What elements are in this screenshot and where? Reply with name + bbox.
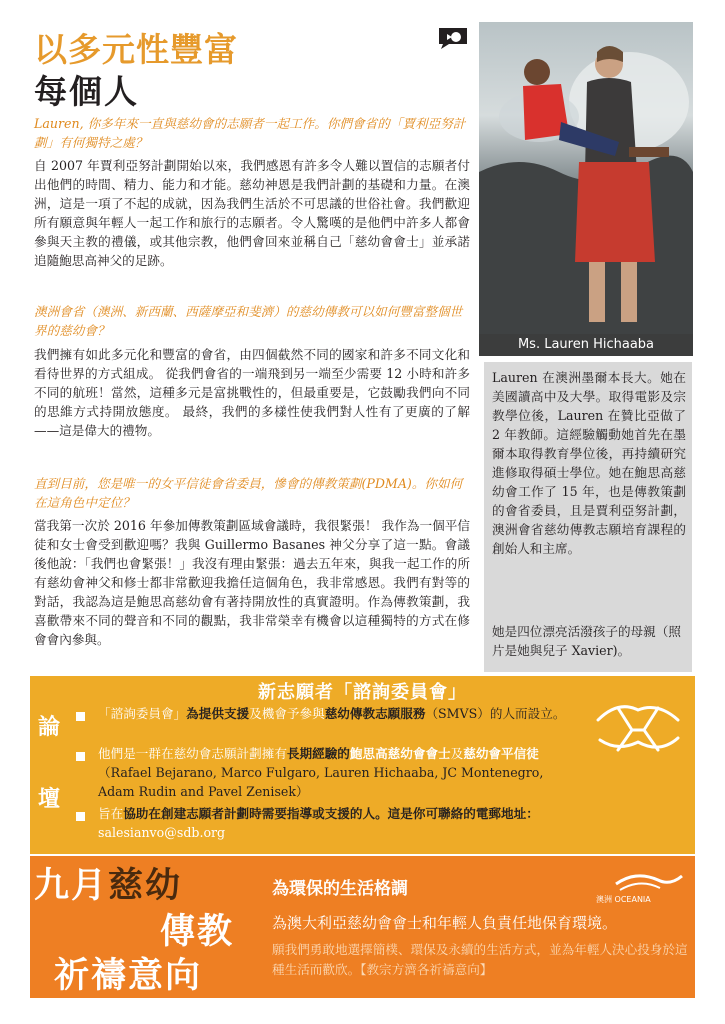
prayer-sub-text: 願我們勇敢地選擇簡樸、環保及永續的生活方式，並為年輕人決心投身於這種生活而歡欣。【教宗方濟各祈禱意向】	[272, 942, 688, 977]
page-title-line1: 以多元性豐富	[34, 30, 238, 69]
bullet-3	[76, 812, 85, 821]
answer-3: 當我第一次於 2016 年參加傳教策劃區域會議時，我很緊張！ 我作為一個平信徒和女士會受到歡迎嗎？我與 Guillermo Basanes 神父分享了這一點。會議後他說：「我們也會緊張！」我沒有理由緊張：過去五年來，與我一起工作的所有慈幼會神父和修士都非常歡迎我擔任這個角色，我非常感恩。我們有對等的對話，我認為這是鮑思高慈幼會有著持開放性的真實證明。作為傳教策劃，我喜歡帶來不同的聲音和不同的觀點，我非常榮幸有機會以這種獨特的方式在修會會內參與。	[34, 518, 470, 647]
question-3: 直到目前，您是唯一的女平信徒會省委員，慘會的傳教策劃(PDMA)。你如何在這角色中定位？	[34, 476, 463, 510]
question-2: 澳洲會省（澳洲、新西蘭、西薩摩亞和斐濟）的慈幼傳教可以如何豐富整個世界的慈幼會？	[34, 304, 463, 338]
speech-bubble-icon	[437, 26, 469, 50]
prayer-main-text: 為澳大利亞慈幼會會士和年輕人負責任地保育環境。	[272, 914, 618, 932]
prayer-side-line2: 傳教	[160, 912, 235, 952]
bio-paragraph-1: Lauren 在澳洲墨爾本長大。她在美國讀高中及大學。取得電影及宗教學位後，Lauren 在贊比亞做了 2 年教師。這經驗觸動她首先在墨爾本取得教育學位後，再持續研究進修取得碩士學位。她在鮑思高慈幼會工作了 15 年，也是傳教策劃的會省委員，且是賈利亞努計劃，澳洲會省慈幼傳教志願培育課程的創始人和主席。	[492, 370, 686, 556]
portrait-photo	[479, 22, 693, 356]
forum-item-1: 「諮詢委員會」為提供支援及機會予參與慈幼傳教志願服務（SMVS）的人而設立。	[98, 706, 566, 721]
forum-item-2: 他們是一群在慈幼會志願計劃擁有長期經驗的鮑思高慈幼會會士及慈幼會平信徒（Rafael Bejarano, Marco Fulgaro, Lauren Hichaaba, JC Montenegro, Adam Rudin and Pavel Zenisek）	[98, 746, 544, 799]
page-title-line2: 每個人	[34, 72, 139, 111]
prayer-side-line3: 祈禱意向	[54, 956, 203, 996]
contact-email[interactable]: salesianvo@sdb.org	[98, 825, 226, 840]
forum-title: 新志願者「諮詢委員會」	[258, 682, 467, 703]
prayer-heading: 為環保的生活格調	[272, 879, 408, 899]
prayer-side-line1: 九月慈幼	[34, 866, 183, 906]
bullet-2	[76, 752, 85, 761]
forum-side-top: 論	[38, 715, 61, 740]
joined-hands-icon	[588, 690, 688, 770]
answer-1: 自 2007 年賈利亞努計劃開始以來，我們感恩有許多令人難以置信的志願者付出他們的時間、精力、能力和才能。慈幼神恩是我們計劃的基礎和力量。在澳洲，這是一項了不起的成就，因為我們生活於不可思議的世俗社會。我們歡迎所有願意與年輕人一起工作和旅行的志願者。令人驚嘆的是他們中許多人都會參與天主教的禮儀，或其他宗教，他們會回來並稱自己「慈幼會會士」並承諾追隨鮑思高神父的足跡。	[34, 158, 470, 268]
forum-item-3: 旨在協助在創建志願者計劃時需要指導或支援的人。這是你可聯絡的電郵地址： salesianvo@sdb.org	[98, 806, 539, 840]
photo-illustration	[479, 22, 693, 356]
bullet-1	[76, 712, 85, 721]
bio-paragraph-2: 她是四位漂亮活潑孩子的母親（照片是她與兒子 Xavier)。	[492, 624, 681, 658]
question-1: Lauren, 你多年來一直與慈幼會的志願者一起工作。你們會省的「賈利亞努計劃」有何獨特之處？	[34, 116, 466, 150]
oceania-logo-text: 澳洲 OCEANIA	[596, 895, 651, 904]
forum-side-bottom: 壇	[38, 787, 61, 812]
photo-caption: Ms. Lauren Hichaaba	[479, 334, 693, 356]
answer-2: 我們擁有如此多元化和豐富的會省，由四個截然不同的國家和許多不同文化和看待世界的方式組成。 從我們會省的一端飛到另一端至少需要 12 小時和許多不同的航班！當然，這種多元是富挑戰性的，但最重要是，它鼓勵我們向不同的思維方式持開放態度。 最終，我們的多樣性使我們對人性有了更廣的了解——這是偉大的禮物。	[34, 347, 470, 438]
